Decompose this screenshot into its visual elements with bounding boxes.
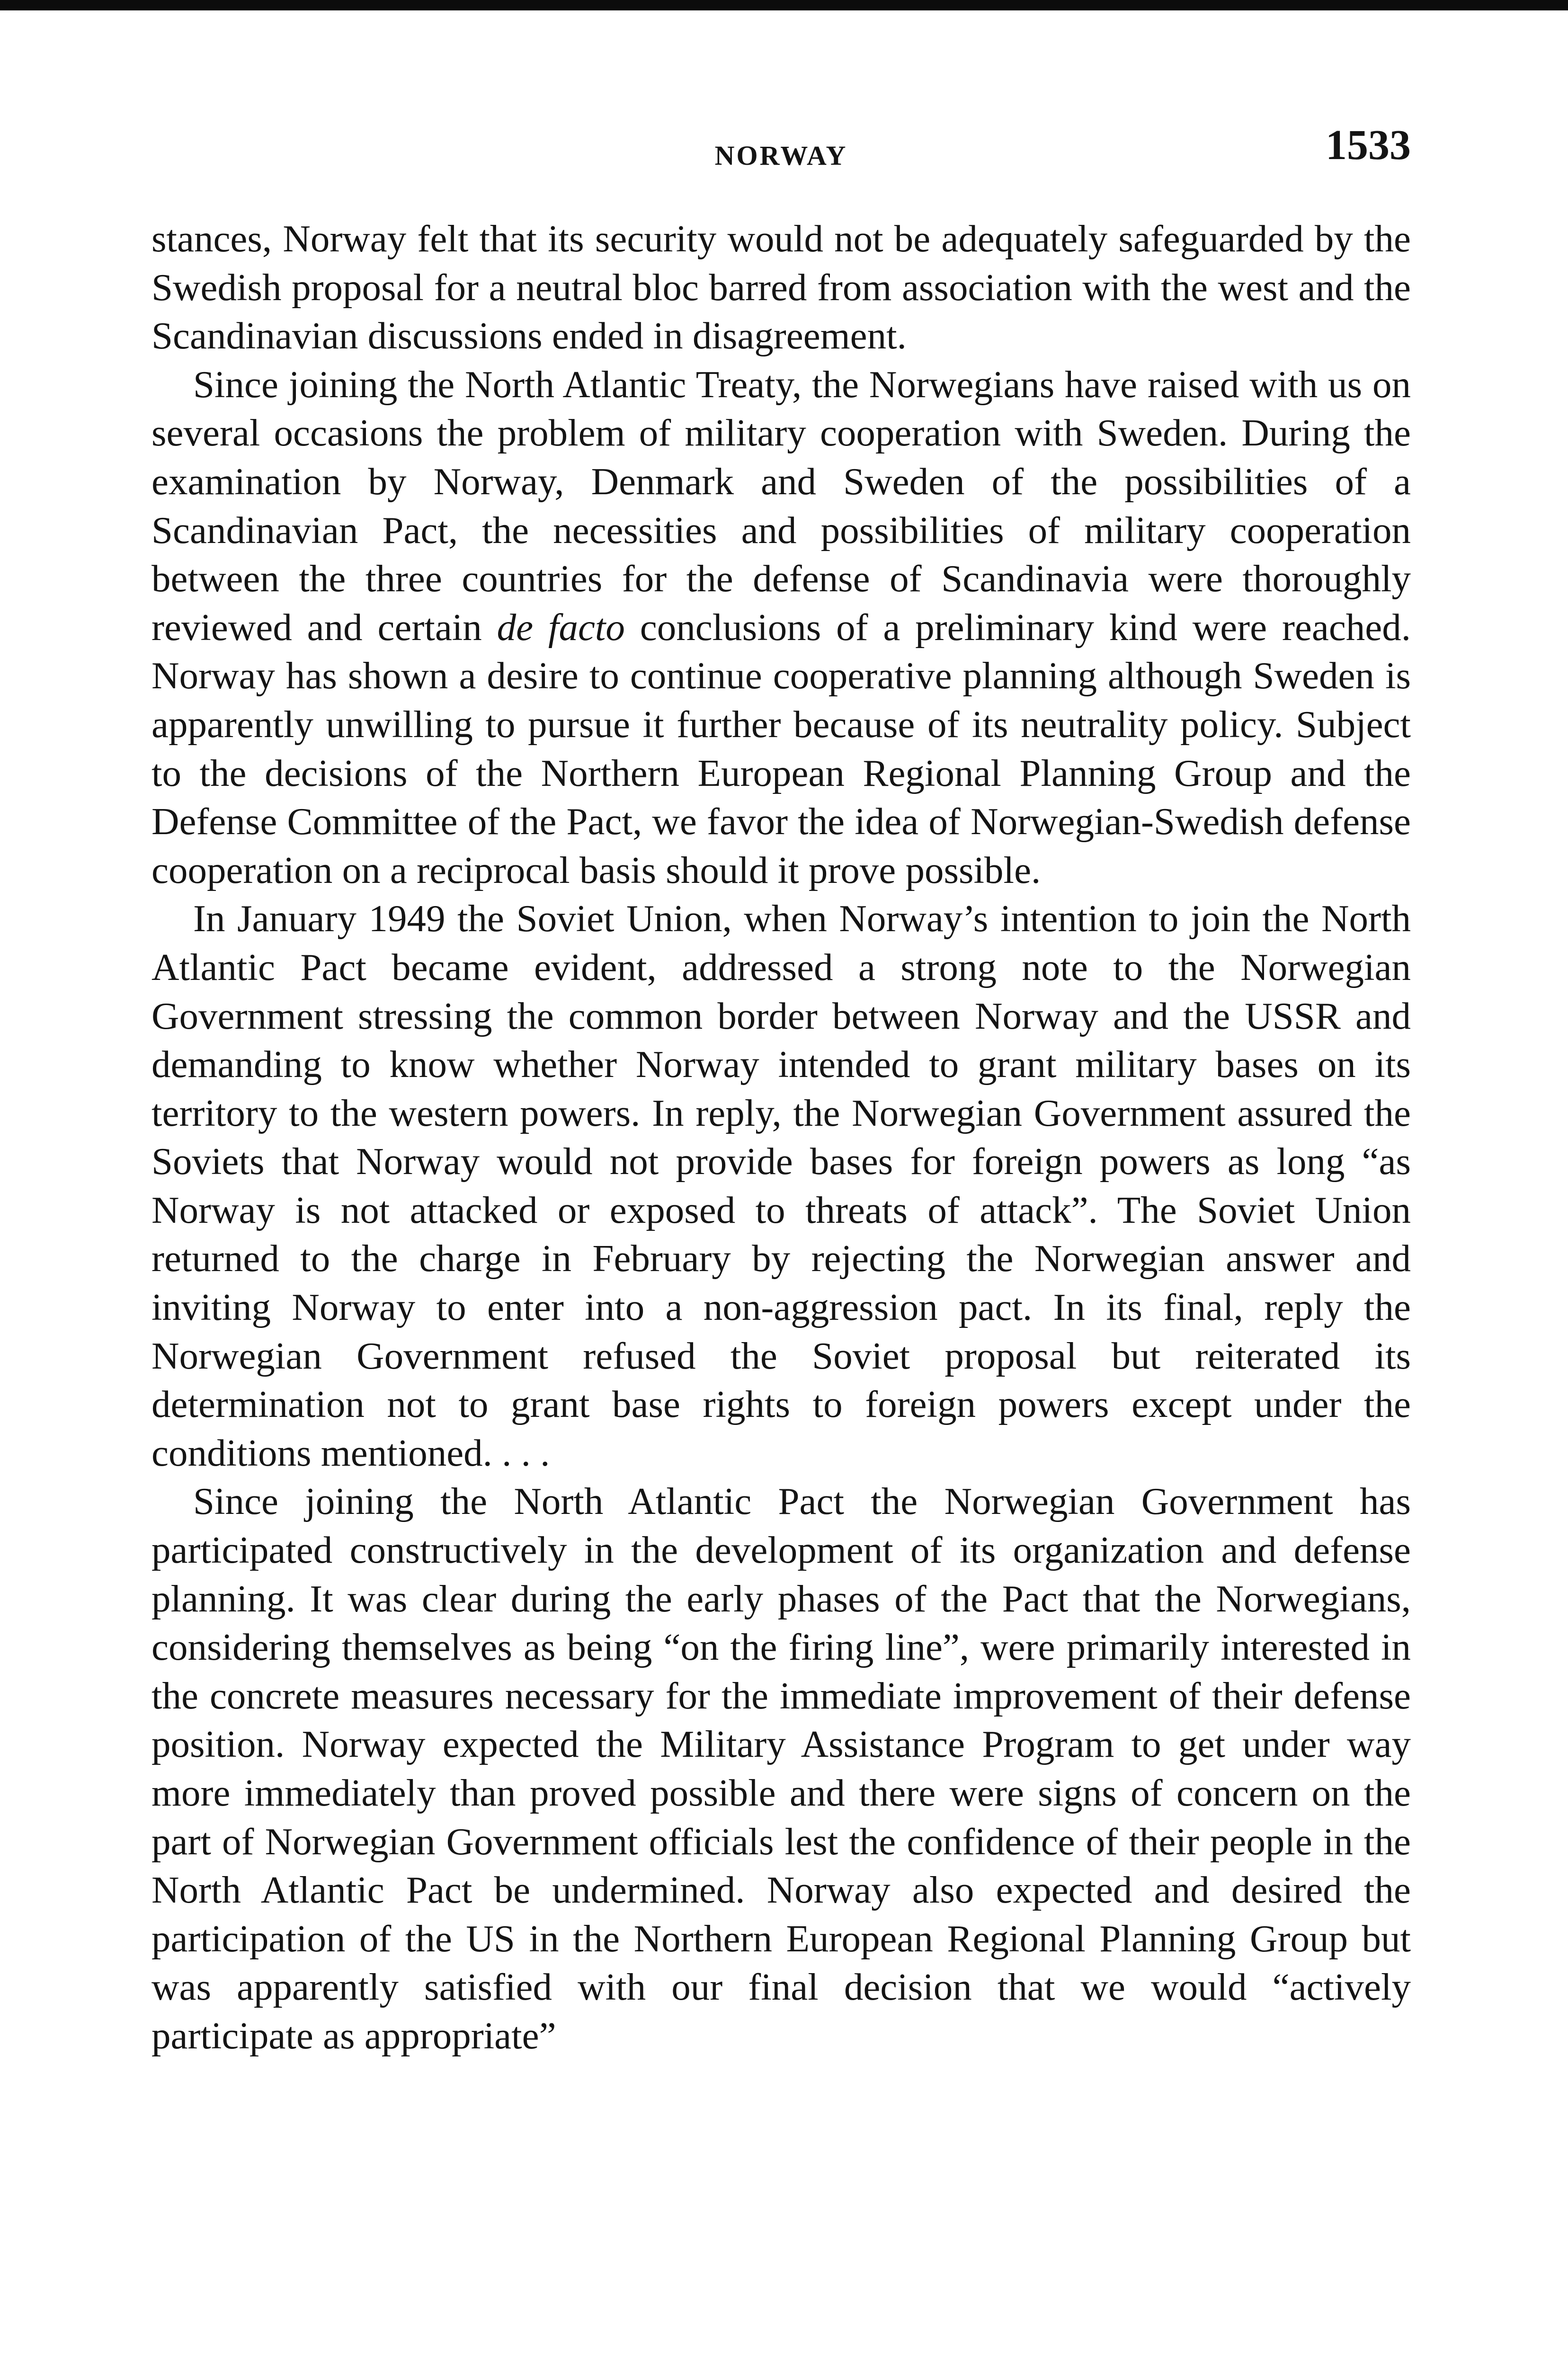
body-text — [151, 214, 1411, 2060]
running-title: NORWAY — [714, 140, 848, 171]
paragraph-2 — [151, 360, 1411, 895]
page-number: 1533 — [1326, 122, 1411, 169]
document-page — [151, 121, 1411, 2060]
paragraph-2-text-end: conclusions of a preliminary kind were reached. Norway has shown a desire to continue cooperative planning although Sweden is apparently unwilling to pursue it further because of its neutrality policy. Subject to the decisions of the Northern European Regional Planning Group and the Defense Committee of the Pact, we favor the idea of Norwegian-Swedish defense cooperation on a reciprocal basis should it prove possible. — [151, 605, 1411, 891]
paragraph-1: stances, Norway felt that its security would not be adequately safeguarded by the Swedish proposal for a neutral bloc barred from association with the west and the Scandinavian discussions ended in disagreement. — [151, 217, 1411, 357]
paragraph-3: In January 1949 the Soviet Union, when Norway’s intention to join the North Atlantic Pact became evident, addressed a strong note to the Norwegian Government stressing the common border between Norway and the USSR and demanding to know whether Norway intended to grant military bases on its territory to the western powers. In reply, the Norwegian Government assured the Soviets that Norway would not provide bases for foreign powers as long “as Norway is not attacked or exposed to threats of attack”. The Soviet Union returned to the charge in February by rejecting the Norwegian answer and inviting Norway to enter into a non-aggression pact. In its final, reply the Norwegian Government refused the Soviet proposal but reiterated its determination not to grant base rights to foreign powers except under the conditions mentioned. . . . — [151, 897, 1411, 1474]
scan-top-border — [0, 0, 1568, 10]
running-head — [151, 121, 1411, 173]
paragraph-2-text-start: Since joining the North Atlantic Treaty, the Norwegians have raised with us on several occasions the problem of military cooperation with Sweden. During the examination by Norway, Denmark and Sweden of the possibilities of a Scandinavian Pact, the necessities and possibilities of military cooperation between the three countries for the defense of Scandinavia were thoroughly reviewed and certain — [151, 363, 1411, 649]
paragraph-4: Since joining the North Atlantic Pact the Norwegian Government has participated constructively in the development of its organization and defense planning. It was clear during the early phases of the Pact that the Norwegians, considering themselves as being “on the firing line”, were primarily interested in the concrete measures necessary for the immediate improvement of their defense position. Norway expected the Military Assistance Program to get under way more immediately than proved possible and there were signs of concern on the part of Norwegian Government officials lest the confidence of their people in the North Atlantic Pact be undermined. Norway also expected and desired the participation of the US in the Northern European Regional Planning Group but was apparently satisfied with our final decision that we would “actively participate as appropriate” — [151, 1480, 1411, 2057]
italic-phrase: de facto — [497, 605, 625, 649]
